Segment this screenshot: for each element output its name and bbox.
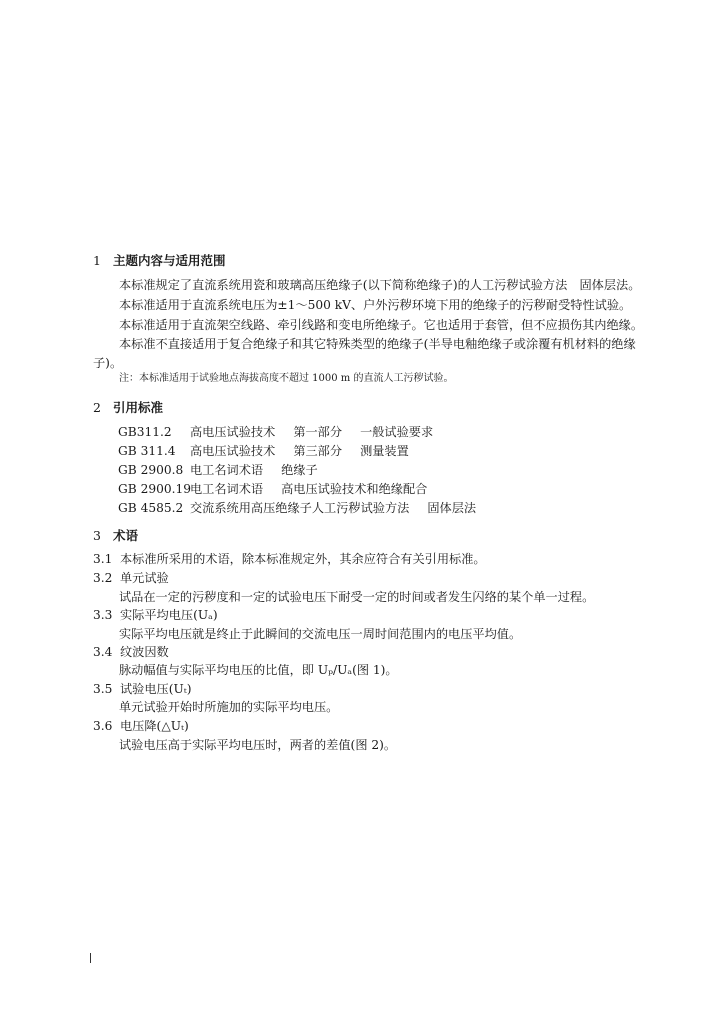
term-3-4-definition: 脉动幅值与实际平均电压的比值，即 Uₚ/Uₐ(图 1)。 xyxy=(119,663,398,677)
term-3-1 xyxy=(93,551,486,567)
term-3-3-definition: 实际平均电压就是终止于此瞬间的交流电压一周时间范围内的电压平均值。 xyxy=(119,627,522,641)
term-3-4-heading xyxy=(93,644,169,660)
section-1-paragraph-4-cont: 子)。 xyxy=(93,356,123,370)
ref-title: 高电压试验技术 xyxy=(190,425,276,439)
ref-title: 电工名词术语 xyxy=(190,463,264,477)
ref-title: 高电压试验技术 xyxy=(190,444,276,458)
term-number: 3.2 xyxy=(93,571,113,585)
page-edge-mark xyxy=(90,953,91,963)
section-2-number: 2 xyxy=(93,400,101,415)
ref-title: 交流系统用高压绝缘子人工污秽试验方法 xyxy=(190,501,410,515)
ref-item xyxy=(118,500,476,516)
term-3-2-heading xyxy=(93,570,169,586)
section-1-title: 主题内容与适用范围 xyxy=(113,253,226,268)
section-3-heading xyxy=(93,526,138,544)
section-1-note: 注：本标准适用于试验地点海拔高度不超过 1000 m 的直流人工污秽试验。 xyxy=(119,373,454,384)
ref-part: 第三部分 xyxy=(293,444,343,458)
section-2-title: 引用标准 xyxy=(113,400,164,415)
section-1-paragraph-3: 本标准适用于直流架空线路、牵引线路和变电所绝缘子。它也适用于套管，但不应损伤其内绝缘。 xyxy=(119,318,644,332)
ref-part: 固体层法 xyxy=(427,501,477,515)
term-title: 纹波因数 xyxy=(120,645,169,659)
ref-item xyxy=(118,424,433,440)
ref-code: GB 4585.2 xyxy=(118,501,184,515)
term-number: 3.3 xyxy=(93,608,113,622)
ref-part: 高电压试验技术和绝缘配合 xyxy=(281,482,428,496)
term-number: 3.4 xyxy=(93,645,113,659)
section-2-heading xyxy=(93,398,163,416)
ref-code: GB 2900.19 xyxy=(118,482,191,496)
term-number: 3.1 xyxy=(93,552,113,566)
ref-code: GB311.2 xyxy=(118,425,172,439)
term-number: 3.5 xyxy=(93,682,113,696)
ref-subtitle: 测量装置 xyxy=(360,444,409,458)
term-title: 试验电压(Uₜ) xyxy=(120,682,192,696)
term-3-6-heading xyxy=(93,718,189,734)
section-1-paragraph-1: 本标准规定了直流系统用瓷和玻璃高压绝缘子(以下简称绝缘子)的人工污秽试验方法 固体层法。 xyxy=(119,278,641,292)
term-title: 单元试验 xyxy=(120,571,169,585)
section-1-paragraph-2: 本标准适用于直流系统电压为±1～500 kV、户外污秽环境下用的绝缘子的污秽耐受特性试验。 xyxy=(119,298,632,312)
section-1-paragraph-4: 本标准不直接适用于复合绝缘子和其它特殊类型的绝缘子(半导电釉绝缘子或涂覆有机材料的绝缘 xyxy=(119,337,636,351)
ref-item xyxy=(118,462,318,478)
term-3-2-definition: 试品在一定的污秽度和一定的试验电压下耐受一定的时间或者发生闪络的某个单一过程。 xyxy=(119,590,595,604)
ref-item xyxy=(118,481,427,497)
term-title: 电压降(△Uₜ) xyxy=(120,719,189,733)
ref-subtitle: 一般试验要求 xyxy=(360,425,434,439)
term-3-6-definition: 试验电压高于实际平均电压时，两者的差值(图 2)。 xyxy=(119,738,397,752)
ref-code: GB 311.4 xyxy=(118,444,176,458)
term-title: 实际平均电压(Uₐ) xyxy=(120,608,218,622)
term-3-3-heading xyxy=(93,607,218,623)
term-3-5-definition: 单元试验开始时所施加的实际平均电压。 xyxy=(119,700,339,714)
term-text: 本标准所采用的术语，除本标准规定外，其余应符合有关引用标准。 xyxy=(120,552,486,566)
ref-part: 绝缘子 xyxy=(281,463,318,477)
ref-item xyxy=(118,443,409,459)
ref-code: GB 2900.8 xyxy=(118,463,184,477)
section-3-title: 术语 xyxy=(113,528,139,543)
section-3-number: 3 xyxy=(93,528,101,543)
ref-title: 电工名词术语 xyxy=(190,482,264,496)
ref-part: 第一部分 xyxy=(293,425,343,439)
term-number: 3.6 xyxy=(93,719,113,733)
term-3-5-heading xyxy=(93,681,192,697)
section-1-number: 1 xyxy=(93,253,101,268)
section-1-heading xyxy=(93,251,226,269)
